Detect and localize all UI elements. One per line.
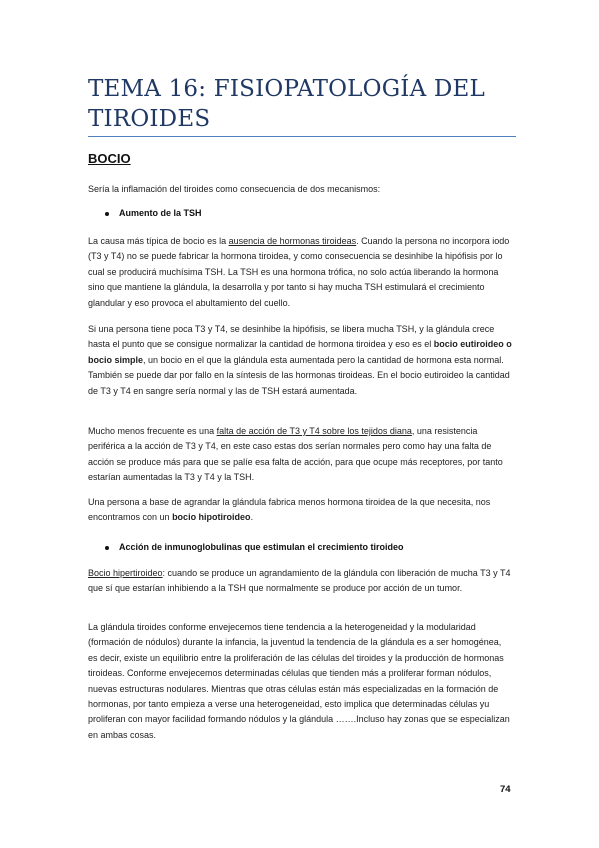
bold-text: bocio eutiroideo o bocio simple bbox=[88, 339, 512, 365]
bullet-label: Acción de inmunoglobulinas que estimulan el crecimiento tiroideo bbox=[119, 542, 404, 552]
paragraph-4 bbox=[88, 495, 512, 526]
bullet-item-2 bbox=[105, 540, 404, 555]
text-span: . bbox=[250, 512, 254, 523]
bold-text: bocio hipotiroideo bbox=[172, 512, 251, 523]
paragraph-2 bbox=[88, 322, 512, 399]
underlined-text: Bocio hipertiroideo bbox=[88, 568, 163, 578]
bullet-label: Aumento de la TSH bbox=[119, 208, 202, 218]
text-span: Una persona a base de agrandar la glándula fabrica menos hormona tiroidea de la que necesita, nos encontramos con un bbox=[88, 497, 491, 523]
text-span: : cuando se produce un agrandamiento de la glándula con liberación de mucha T3 y T4 que sí que estarían inhibiendo a la TSH que normalmente se produce por acción de un tumor. bbox=[88, 568, 511, 594]
paragraph-3 bbox=[88, 424, 512, 486]
text-span: , una resistencia periférica a la acción de T3 y T4, en este caso estas dos serían normales pero como hay una falta de acción se produce más para que se palíe esa falta de acción, para que ocupe más receptores, por tanto estarían aumentadas la T3 y T4 y la TSH. bbox=[88, 426, 503, 483]
paragraph-6: La glándula tiroides conforme envejecemos tiene tendencia a la heterogeneidad y la modularidad (formación de nódulos) durante la infancia, la juventud la tendencia de la glándula es a ser homogénea, es decir, existe un equilibrio entre la proliferación de las células del tiroides y la producción de hormonas tiroideas. Conforme envejecemos determinadas células que tienden más a proliferar forman nódulos, nuevas estructuras nodulares. Mientras que otras células están más especializadas en la formación de hormonas, por tanto empieza a verse una heterogeneidad, esto implica que determinadas células yu proliferan con mayor facilidad formando nódulos y la glándula …….Incluso hay zonas que se especializan en ambas cosas. bbox=[88, 622, 510, 740]
text-span: , un bocio en el que la glándula esta aumentada pero la cantidad de hormona esta normal. También se puede dar por fallo en la síntesis de las hormonas tiroideas. En el bocio eutiroideo la cantidad de T3 y T4 en sangre sería normal y las de TSH estará aumentada. bbox=[88, 354, 510, 396]
text-span: La causa más típica de bocio es la bbox=[88, 236, 229, 246]
page-number: 74 bbox=[500, 784, 511, 795]
bullet-icon bbox=[105, 546, 109, 550]
page-title: TEMA 16: FISIOPATOLOGÍA DEL TIROIDES bbox=[88, 76, 485, 132]
bullet-item-1 bbox=[105, 206, 202, 221]
paragraph-5 bbox=[88, 566, 512, 597]
intro-paragraph: Sería la inflamación del tiroides como consecuencia de dos mecanismos: bbox=[88, 184, 381, 194]
underlined-text: falta de acción de T3 y T4 sobre los tejidos diana bbox=[216, 426, 412, 436]
text-span: Mucho menos frecuente es una bbox=[88, 426, 217, 436]
section-heading: BOCIO bbox=[88, 151, 131, 166]
title-divider bbox=[88, 136, 516, 137]
paragraph-1 bbox=[88, 234, 512, 311]
text-span: . Cuando la persona no incorpora iodo (T3 y T4) no se puede fabricar la hormona tiroidea, y como consecuencia se desinhibe la hipófisis por lo cual se producirá muchísima TSH. La TSH es una hormona trófica, no solo actúa liberando la hormona sino que mantiene la glándula, la desarrolla y por tanto si hay mucha TSH estimulará el crecimiento glandular y eso provoca el abultamiento del cuello. bbox=[88, 236, 510, 308]
bullet-icon bbox=[105, 212, 109, 216]
text-span: Si una persona tiene poca T3 y T4, se desinhibe la hipófisis, se libera mucha TSH, y la glándula crece hasta el punto que se consigue normalizar la cantidad de hormona tiroidea y eso es el bbox=[88, 324, 495, 350]
underlined-text: ausencia de hormonas tiroideas bbox=[228, 236, 357, 246]
